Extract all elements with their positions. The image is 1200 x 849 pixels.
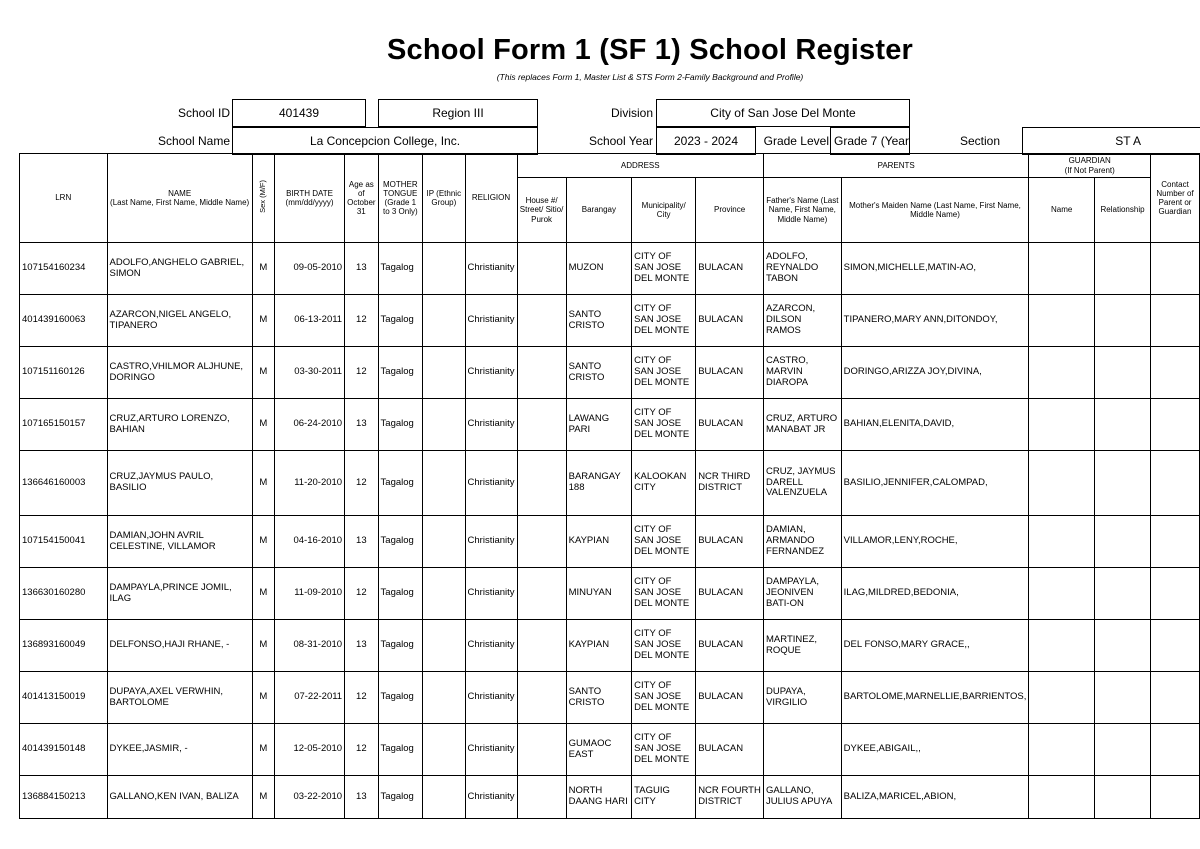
col-name: NAME (Last Name, First Name, Middle Name): [107, 154, 252, 243]
cell-religion: Christianity: [465, 399, 517, 451]
cell-sex: M: [252, 516, 274, 568]
cell-sex: M: [252, 672, 274, 724]
cell-sex: M: [252, 724, 274, 776]
cell-barangay: KAYPIAN: [566, 516, 632, 568]
region-field: Region III: [378, 99, 538, 127]
table-row: [20, 243, 1200, 295]
cell-guardian-name: [1029, 451, 1095, 516]
cell-barangay: SANTO CRISTO: [566, 347, 632, 399]
cell-birth: 12-05-2010: [275, 724, 345, 776]
cell-province: NCR FOURTH DISTRICT: [696, 776, 764, 819]
cell-tongue: Tagalog: [378, 724, 423, 776]
cell-ip: [423, 295, 465, 347]
cell-house: [517, 295, 566, 347]
cell-contact: [1151, 399, 1200, 451]
table-row: [20, 724, 1200, 776]
cell-guardian-relationship: [1095, 672, 1151, 724]
school-name-label: School Name: [157, 134, 230, 148]
cell-religion: Christianity: [465, 295, 517, 347]
cell-guardian-name: [1029, 243, 1095, 295]
cell-father: CRUZ, ARTURO MANABAT JR: [764, 399, 842, 451]
cell-municipality: CITY OF SAN JOSE DEL MONTE: [632, 516, 696, 568]
cell-ip: [423, 568, 465, 620]
cell-guardian-relationship: [1095, 347, 1151, 399]
cell-father: MARTINEZ, ROQUE: [764, 620, 842, 672]
cell-lrn: 136893160049: [20, 620, 108, 672]
cell-province: NCR THIRD DISTRICT: [696, 451, 764, 516]
cell-sex: M: [252, 399, 274, 451]
cell-province: BULACAN: [696, 295, 764, 347]
cell-birth: 08-31-2010: [275, 620, 345, 672]
cell-tongue: Tagalog: [378, 295, 423, 347]
cell-age: 13: [345, 399, 378, 451]
cell-barangay: NORTH DAANG HARI: [566, 776, 632, 819]
cell-mother: DORINGO,ARIZZA JOY,DIVINA,: [841, 347, 1029, 399]
cell-contact: [1151, 776, 1200, 819]
cell-guardian-relationship: [1095, 568, 1151, 620]
cell-religion: Christianity: [465, 776, 517, 819]
cell-guardian-relationship: [1095, 620, 1151, 672]
cell-tongue: Tagalog: [378, 243, 423, 295]
cell-birth: 06-24-2010: [275, 399, 345, 451]
cell-municipality: CITY OF SAN JOSE DEL MONTE: [632, 568, 696, 620]
col-house: House #/ Street/ Sitio/ Purok: [517, 178, 566, 243]
cell-sex: M: [252, 568, 274, 620]
table-row: [20, 295, 1200, 347]
cell-lrn: 136884150213: [20, 776, 108, 819]
cell-municipality: CITY OF SAN JOSE DEL MONTE: [632, 243, 696, 295]
cell-tongue: Tagalog: [378, 347, 423, 399]
cell-guardian-relationship: [1095, 243, 1151, 295]
cell-contact: [1151, 347, 1200, 399]
cell-province: BULACAN: [696, 399, 764, 451]
cell-ip: [423, 620, 465, 672]
cell-father: AZARCON, DILSON RAMOS: [764, 295, 842, 347]
cell-guardian-name: [1029, 724, 1095, 776]
cell-sex: M: [252, 620, 274, 672]
col-lrn: LRN: [20, 154, 108, 243]
cell-father: GALLANO, JULIUS APUYA: [764, 776, 842, 819]
col-barangay: Barangay: [566, 178, 632, 243]
cell-ip: [423, 399, 465, 451]
cell-father: DAMPAYLA, JEONIVEN BATI-ON: [764, 568, 842, 620]
cell-tongue: Tagalog: [378, 672, 423, 724]
table-row: [20, 516, 1200, 568]
col-sex: Sex (M/F): [252, 154, 274, 243]
cell-province: BULACAN: [696, 672, 764, 724]
cell-father: DUPAYA, VIRGILIO: [764, 672, 842, 724]
cell-ip: [423, 724, 465, 776]
cell-house: [517, 243, 566, 295]
school-id-label: School ID: [177, 106, 230, 120]
form-subtitle: (This replaces Form 1, Master List & STS Form 2-Family Background and Profile): [496, 72, 804, 82]
cell-mother: DYKEE,ABIGAIL,,: [841, 724, 1029, 776]
cell-ip: [423, 516, 465, 568]
col-mother: Mother's Maiden Name (Last Name, First Name, Middle Name): [841, 178, 1029, 243]
cell-house: [517, 568, 566, 620]
cell-province: BULACAN: [696, 724, 764, 776]
cell-lrn: 136630160280: [20, 568, 108, 620]
cell-birth: 03-22-2010: [275, 776, 345, 819]
cell-barangay: MINUYAN: [566, 568, 632, 620]
col-ip: IP (Ethnic Group): [423, 154, 465, 243]
cell-house: [517, 724, 566, 776]
cell-birth: 06-13-2011: [275, 295, 345, 347]
cell-ip: [423, 776, 465, 819]
cell-age: 12: [345, 451, 378, 516]
cell-name: AZARCON,NIGEL ANGELO, TIPANERO: [107, 295, 252, 347]
cell-house: [517, 516, 566, 568]
cell-lrn: 107154160234: [20, 243, 108, 295]
col-tongue: MOTHER TONGUE (Grade 1 to 3 Only): [378, 154, 423, 243]
cell-barangay: KAYPIAN: [566, 620, 632, 672]
cell-lrn: 401413150019: [20, 672, 108, 724]
cell-mother: SIMON,MICHELLE,MATIN-AO,: [841, 243, 1029, 295]
cell-name: GALLANO,KEN IVAN, BALIZA: [107, 776, 252, 819]
cell-sex: M: [252, 451, 274, 516]
cell-age: 12: [345, 724, 378, 776]
cell-municipality: CITY OF SAN JOSE DEL MONTE: [632, 295, 696, 347]
col-contact: Contact Number of Parent or Guardian: [1151, 154, 1200, 243]
cell-religion: Christianity: [465, 568, 517, 620]
cell-age: 12: [345, 347, 378, 399]
cell-contact: [1151, 451, 1200, 516]
cell-guardian-relationship: [1095, 451, 1151, 516]
cell-municipality: KALOOKAN CITY: [632, 451, 696, 516]
cell-province: BULACAN: [696, 347, 764, 399]
cell-guardian-name: [1029, 399, 1095, 451]
cell-birth: 11-09-2010: [275, 568, 345, 620]
table-row: [20, 672, 1200, 724]
cell-religion: Christianity: [465, 516, 517, 568]
col-age: Age as of October 31: [345, 154, 378, 243]
cell-lrn: 107165150157: [20, 399, 108, 451]
table-row: [20, 568, 1200, 620]
cell-mother: TIPANERO,MARY ANN,DITONDOY,: [841, 295, 1029, 347]
col-guardian-name: Name: [1029, 178, 1095, 243]
cell-ip: [423, 672, 465, 724]
cell-tongue: Tagalog: [378, 620, 423, 672]
cell-mother: VILLAMOR,LENY,ROCHE,: [841, 516, 1029, 568]
col-province: Province: [696, 178, 764, 243]
cell-ip: [423, 451, 465, 516]
cell-guardian-name: [1029, 776, 1095, 819]
cell-guardian-name: [1029, 568, 1095, 620]
cell-municipality: TAGUIG CITY: [632, 776, 696, 819]
cell-province: BULACAN: [696, 568, 764, 620]
cell-province: BULACAN: [696, 516, 764, 568]
cell-province: BULACAN: [696, 620, 764, 672]
col-guardian-relationship: Relationship: [1095, 178, 1151, 243]
cell-tongue: Tagalog: [378, 451, 423, 516]
cell-house: [517, 776, 566, 819]
cell-contact: [1151, 620, 1200, 672]
cell-name: DUPAYA,AXEL VERWHIN, BARTOLOME: [107, 672, 252, 724]
table-row: [20, 451, 1200, 516]
division-label: Division: [610, 106, 653, 120]
cell-guardian-relationship: [1095, 724, 1151, 776]
cell-age: 12: [345, 295, 378, 347]
cell-contact: [1151, 724, 1200, 776]
cell-age: 13: [345, 243, 378, 295]
cell-father: CASTRO, MARVIN DIAROPA: [764, 347, 842, 399]
cell-guardian-relationship: [1095, 776, 1151, 819]
cell-municipality: CITY OF SAN JOSE DEL MONTE: [632, 620, 696, 672]
cell-birth: 09-05-2010: [275, 243, 345, 295]
col-father: Father's Name (Last Name, First Name, Middle Name): [764, 178, 842, 243]
cell-guardian-name: [1029, 347, 1095, 399]
cell-house: [517, 399, 566, 451]
cell-guardian-name: [1029, 295, 1095, 347]
cell-father: [764, 724, 842, 776]
cell-religion: Christianity: [465, 620, 517, 672]
cell-house: [517, 347, 566, 399]
cell-guardian-relationship: [1095, 516, 1151, 568]
cell-religion: Christianity: [465, 672, 517, 724]
school-year-field: 2023 - 2024: [656, 127, 756, 155]
cell-barangay: LAWANG PARI: [566, 399, 632, 451]
cell-municipality: CITY OF SAN JOSE DEL MONTE: [632, 399, 696, 451]
cell-religion: Christianity: [465, 451, 517, 516]
cell-age: 13: [345, 620, 378, 672]
cell-sex: M: [252, 243, 274, 295]
cell-lrn: 136646160003: [20, 451, 108, 516]
cell-religion: Christianity: [465, 347, 517, 399]
cell-tongue: Tagalog: [378, 516, 423, 568]
cell-age: 12: [345, 672, 378, 724]
cell-house: [517, 451, 566, 516]
col-parents: PARENTS: [764, 154, 1029, 178]
cell-contact: [1151, 672, 1200, 724]
cell-guardian-relationship: [1095, 399, 1151, 451]
division-field: City of San Jose Del Monte: [656, 99, 910, 127]
cell-birth: 04-16-2010: [275, 516, 345, 568]
form-title: School Form 1 (SF 1) School Register: [386, 34, 914, 66]
cell-tongue: Tagalog: [378, 776, 423, 819]
cell-guardian-relationship: [1095, 295, 1151, 347]
cell-lrn: 401439150148: [20, 724, 108, 776]
cell-birth: 07-22-2011: [275, 672, 345, 724]
col-guardian: GUARDIAN (If Not Parent): [1029, 154, 1151, 178]
table-row: [20, 620, 1200, 672]
cell-tongue: Tagalog: [378, 568, 423, 620]
cell-ip: [423, 347, 465, 399]
cell-mother: BAHIAN,ELENITA,DAVID,: [841, 399, 1029, 451]
cell-age: 13: [345, 776, 378, 819]
section-field: ST A: [1022, 127, 1200, 155]
school-id-field: 401439: [232, 99, 366, 127]
cell-barangay: BARANGAY 188: [566, 451, 632, 516]
cell-father: ADOLFO, REYNALDO TABON: [764, 243, 842, 295]
cell-barangay: SANTO CRISTO: [566, 295, 632, 347]
cell-house: [517, 620, 566, 672]
cell-contact: [1151, 243, 1200, 295]
cell-mother: BALIZA,MARICEL,ABION,: [841, 776, 1029, 819]
table-row: [20, 776, 1200, 819]
cell-municipality: CITY OF SAN JOSE DEL MONTE: [632, 347, 696, 399]
cell-name: DELFONSO,HAJI RHANE, -: [107, 620, 252, 672]
register-table: [19, 153, 1200, 819]
cell-name: CRUZ,ARTURO LORENZO, BAHIAN: [107, 399, 252, 451]
cell-name: CRUZ,JAYMUS PAULO, BASILIO: [107, 451, 252, 516]
cell-mother: BASILIO,JENNIFER,CALOMPAD,: [841, 451, 1029, 516]
col-municipality: Municipality/ City: [632, 178, 696, 243]
cell-name: CASTRO,VHILMOR ALJHUNE, DORINGO: [107, 347, 252, 399]
cell-father: DAMIAN, ARMANDO FERNANDEZ: [764, 516, 842, 568]
cell-sex: M: [252, 347, 274, 399]
cell-name: DYKEE,JASMIR, -: [107, 724, 252, 776]
cell-father: CRUZ, JAYMUS DARELL VALENZUELA: [764, 451, 842, 516]
cell-house: [517, 672, 566, 724]
cell-ip: [423, 243, 465, 295]
table-row: [20, 347, 1200, 399]
cell-municipality: CITY OF SAN JOSE DEL MONTE: [632, 724, 696, 776]
cell-municipality: CITY OF SAN JOSE DEL MONTE: [632, 672, 696, 724]
school-year-label: School Year: [588, 134, 653, 148]
col-religion: RELIGION: [465, 154, 517, 243]
cell-province: BULACAN: [696, 243, 764, 295]
section-label: Section: [960, 134, 1001, 148]
cell-contact: [1151, 568, 1200, 620]
school-name-field: La Concepcion College, Inc.: [232, 127, 538, 155]
cell-tongue: Tagalog: [378, 399, 423, 451]
cell-guardian-name: [1029, 620, 1095, 672]
cell-contact: [1151, 516, 1200, 568]
cell-lrn: 107154150041: [20, 516, 108, 568]
cell-mother: ILAG,MILDRED,BEDONIA,: [841, 568, 1029, 620]
col-birth: BIRTH DATE (mm/dd/yyyy): [275, 154, 345, 243]
cell-name: DAMPAYLA,PRINCE JOMIL, ILAG: [107, 568, 252, 620]
cell-sex: M: [252, 776, 274, 819]
grade-level-label: Grade Level: [763, 134, 829, 148]
col-address: ADDRESS: [517, 154, 763, 178]
cell-barangay: SANTO CRISTO: [566, 672, 632, 724]
cell-birth: 11-20-2010: [275, 451, 345, 516]
cell-age: 12: [345, 568, 378, 620]
cell-age: 13: [345, 516, 378, 568]
cell-lrn: 107151160126: [20, 347, 108, 399]
cell-lrn: 401439160063: [20, 295, 108, 347]
cell-mother: BARTOLOME,MARNELLIE,BARRIENTOS,: [841, 672, 1029, 724]
cell-religion: Christianity: [465, 243, 517, 295]
cell-religion: Christianity: [465, 724, 517, 776]
cell-guardian-name: [1029, 672, 1095, 724]
cell-name: DAMIAN,JOHN AVRIL CELESTINE, VILLAMOR: [107, 516, 252, 568]
grade-level-field: Grade 7 (Year: [830, 127, 910, 155]
cell-sex: M: [252, 295, 274, 347]
cell-contact: [1151, 295, 1200, 347]
cell-birth: 03-30-2011: [275, 347, 345, 399]
table-row: [20, 399, 1200, 451]
cell-name: ADOLFO,ANGHELO GABRIEL, SIMON: [107, 243, 252, 295]
cell-guardian-name: [1029, 516, 1095, 568]
cell-barangay: MUZON: [566, 243, 632, 295]
cell-barangay: GUMAOC EAST: [566, 724, 632, 776]
cell-mother: DEL FONSO,MARY GRACE,,: [841, 620, 1029, 672]
